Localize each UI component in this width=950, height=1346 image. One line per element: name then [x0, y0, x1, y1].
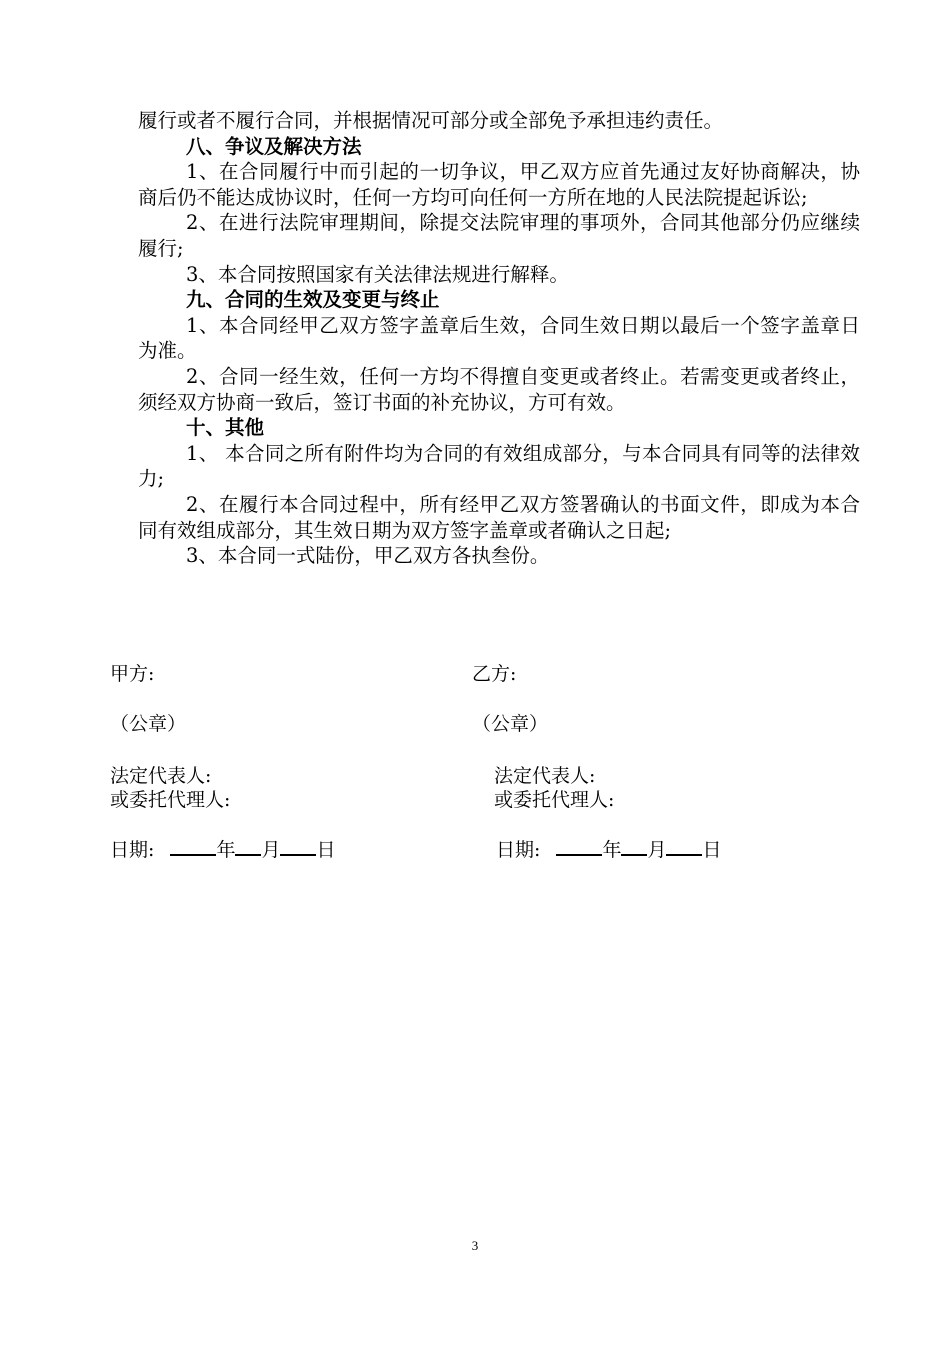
party-a-label: 甲方:	[110, 663, 155, 685]
month-blank	[235, 836, 261, 856]
year-blank	[556, 836, 602, 856]
party-a-representative: 法定代表人:	[110, 765, 212, 787]
section-heading-9: 九、合同的生效及变更与终止	[186, 288, 440, 312]
section-heading-8: 八、争议及解决方法	[186, 134, 362, 158]
clause-10-2: 2、在履行本合同过程中，所有经甲乙双方签署确认的书面文件，即成为本合同有效组成部分，其生效日期为双方签字盖章或者确认之日起;	[138, 492, 860, 542]
party-a-date	[110, 836, 336, 862]
month-label: 月	[647, 839, 667, 861]
date-label: 日期:	[110, 839, 155, 861]
clause-8-2: 2、在进行法院审理期间，除提交法院审理的事项外，合同其他部分仍应继续履行;	[138, 211, 860, 260]
party-b-agent: 或委托代理人:	[494, 789, 615, 811]
party-b-date	[496, 836, 722, 862]
year-blank	[170, 836, 216, 856]
clause-9-1: 1、本合同经甲乙双方签字盖章后生效，合同生效日期以最后一个签字盖章日为准。	[138, 313, 860, 363]
clause-8-1: 1、在合同履行中而引起的一切争议，甲乙双方应首先通过友好协商解决，协商后仍不能达成协议时，任何一方均可向任何一方所在地的人民法院提起诉讼;	[138, 160, 860, 209]
party-a-agent: 或委托代理人:	[110, 789, 231, 811]
clause-9-2: 2、合同一经生效，任何一方均不得擅自变更或者终止。若需变更或者终止，须经双方协商一致后，签订书面的补充协议，方可有效。	[138, 364, 860, 414]
party-b-representative: 法定代表人:	[494, 765, 596, 787]
month-blank	[621, 836, 647, 856]
clause-10-1: 1、 本合同之所有附件均为合同的有效组成部分，与本合同具有同等的法律效力;	[138, 441, 860, 491]
party-b-seal: （公章）	[472, 713, 549, 735]
day-blank	[666, 836, 702, 856]
contract-body	[138, 108, 860, 569]
party-a-seal: （公章）	[110, 713, 187, 735]
month-label: 月	[261, 839, 281, 861]
day-label: 日	[702, 839, 722, 861]
clause-8-3: 3、本合同按照国家有关法律法规进行解释。	[186, 262, 569, 286]
day-label: 日	[316, 839, 336, 861]
section-heading-10: 十、其他	[186, 416, 265, 440]
party-b-label: 乙方:	[472, 663, 517, 685]
year-label: 年	[216, 839, 236, 861]
year-label: 年	[602, 839, 622, 861]
clause-10-3: 3、本合同一式陆份，甲乙双方各执叁份。	[186, 544, 550, 568]
date-label: 日期:	[496, 839, 541, 861]
page-number: 3	[471, 1238, 479, 1253]
paragraph-continuation: 履行或者不履行合同，并根据情况可部分或全部免予承担违约责任。	[138, 109, 724, 132]
day-blank	[280, 836, 316, 856]
